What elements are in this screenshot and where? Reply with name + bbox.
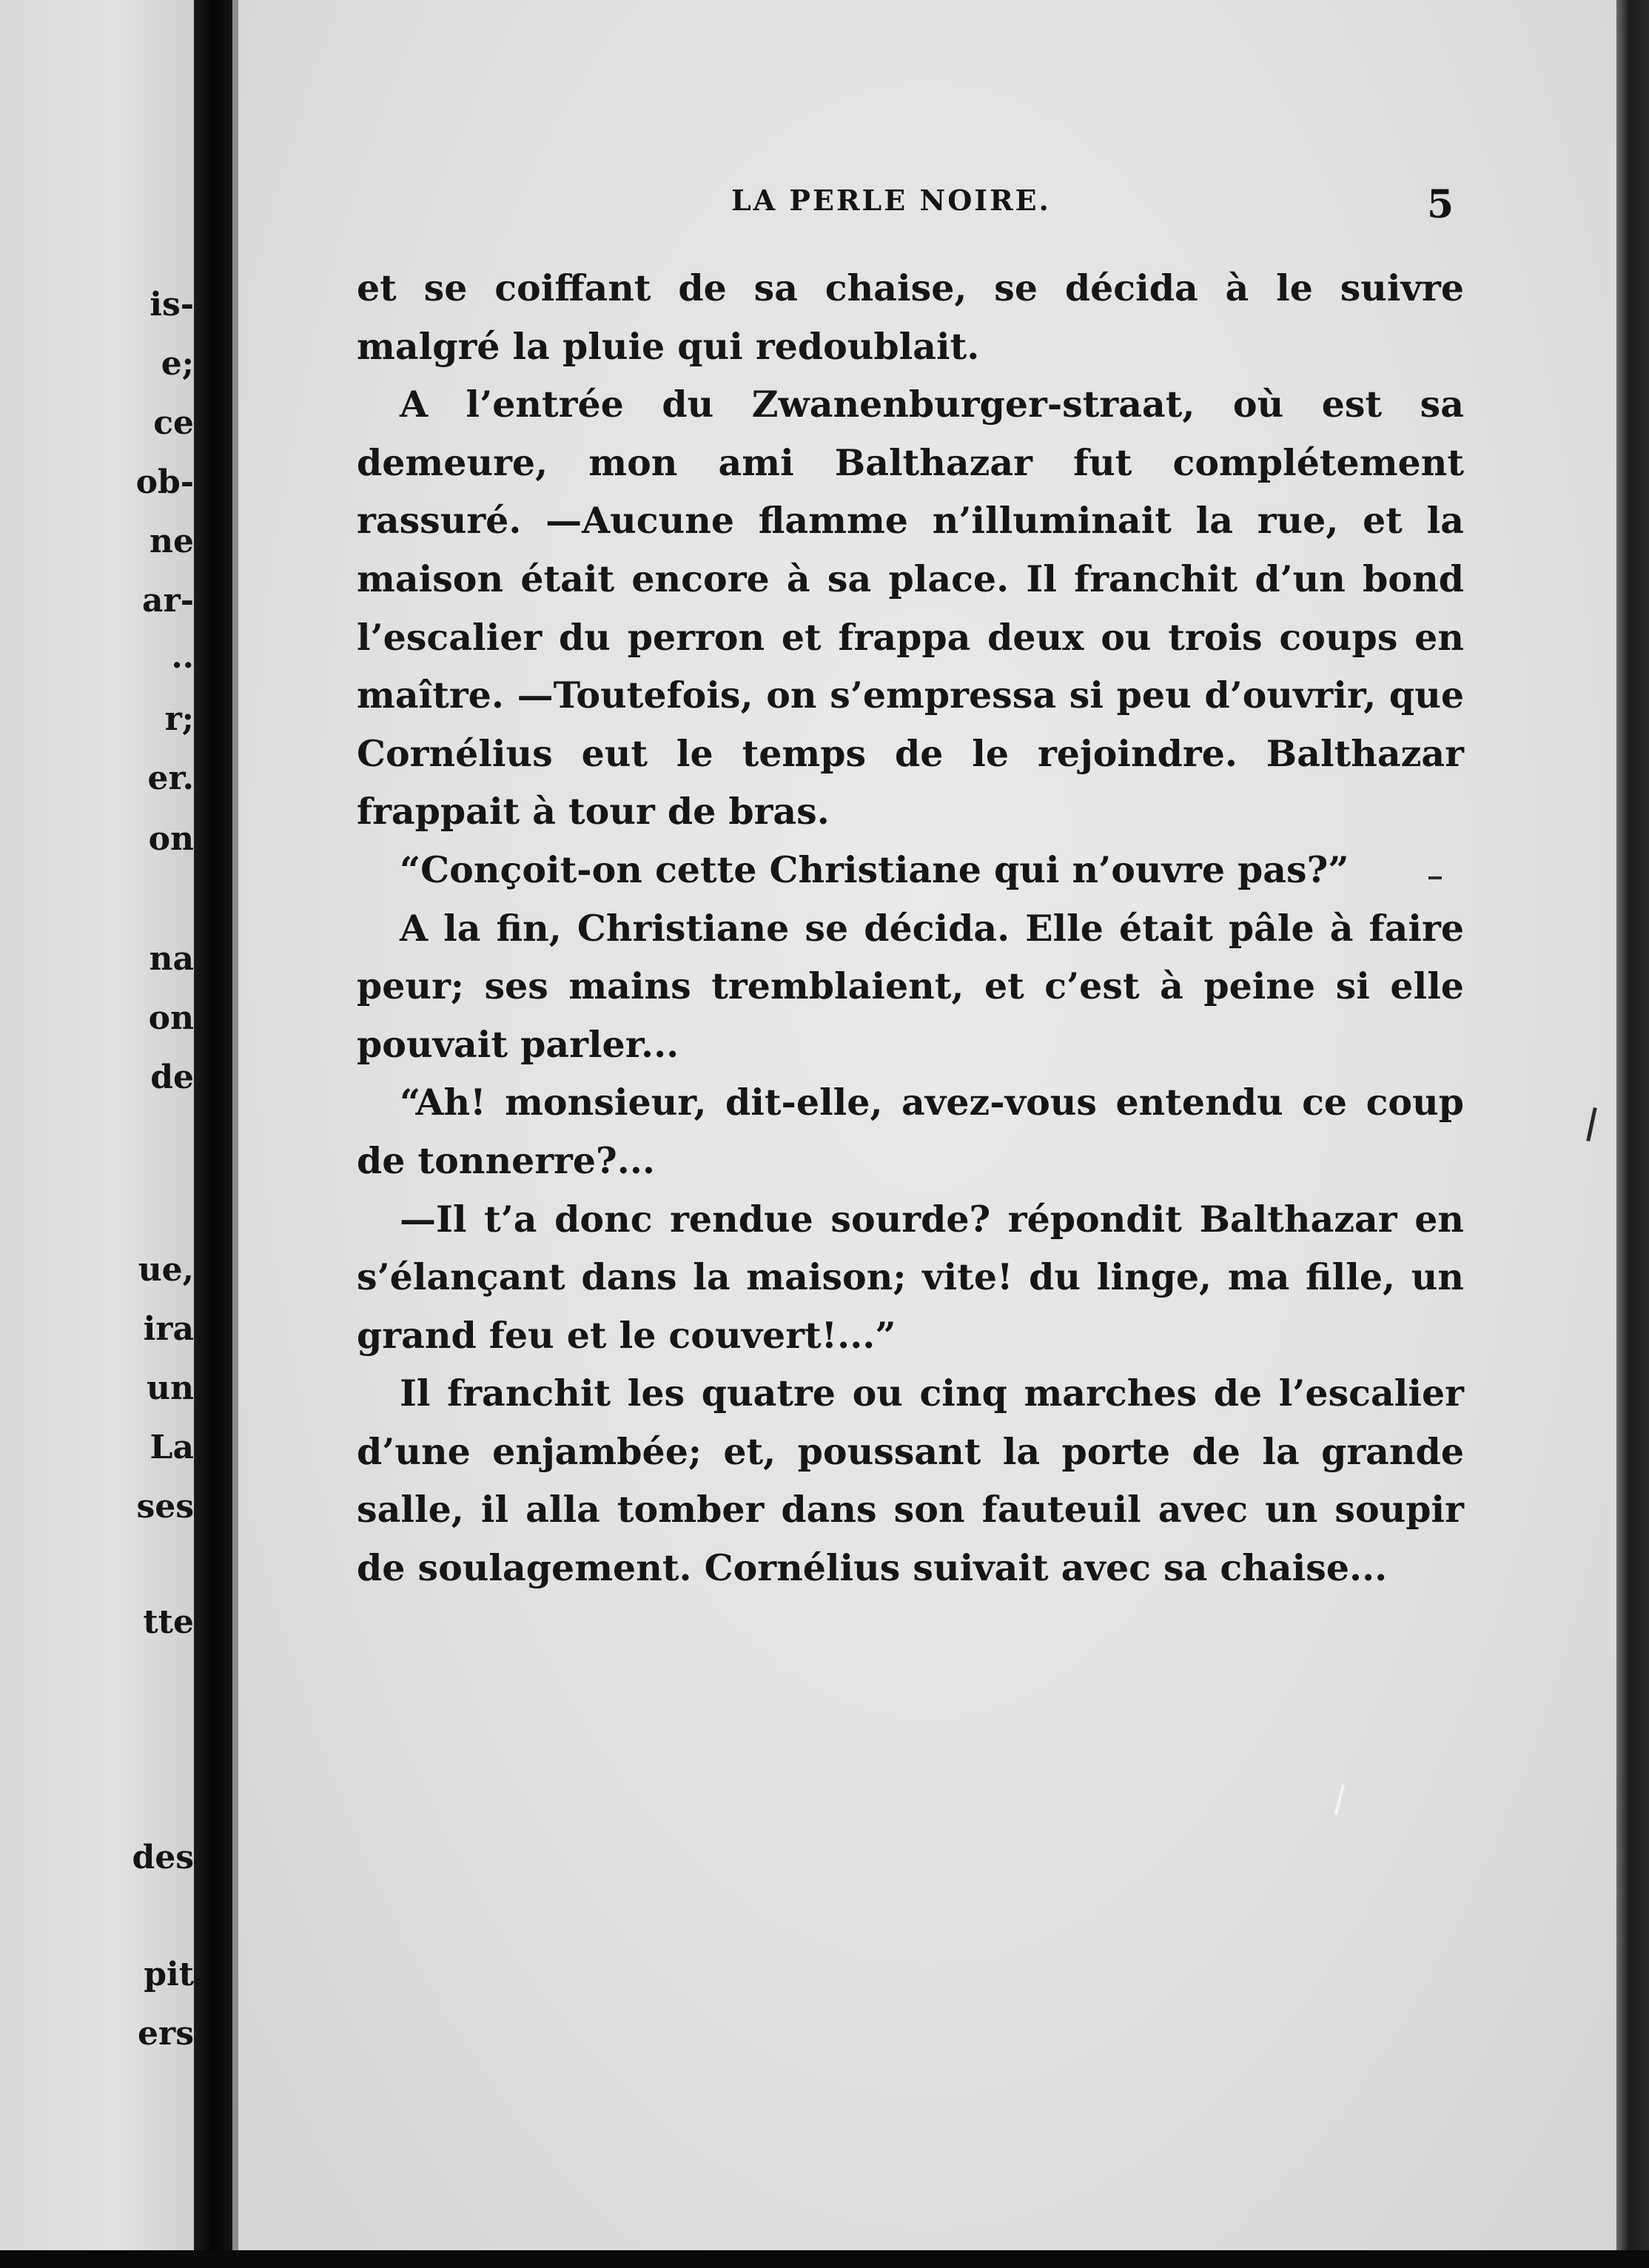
left-fragment: er. <box>147 759 194 797</box>
left-fragment: ue, <box>138 1251 194 1289</box>
running-head: LA PERLE NOIRE. <box>731 184 1051 217</box>
page-right-edge <box>1616 0 1649 2268</box>
left-fragment: ses <box>136 1488 194 1526</box>
page-bottom-edge <box>0 2250 1649 2268</box>
left-fragment: ar- <box>142 582 194 620</box>
left-fragment: tte <box>143 1603 194 1641</box>
left-fragment: de <box>150 1058 194 1096</box>
left-fragment: .. <box>171 638 194 676</box>
left-fragment: on <box>148 999 194 1037</box>
left-fragment: ob- <box>135 463 194 501</box>
scan-speck <box>1428 876 1442 879</box>
page-number: 5 <box>1427 182 1454 227</box>
book-gutter <box>194 0 232 2268</box>
gutter-edge <box>232 0 238 2268</box>
paragraph: —Il t’a donc rendue sourde? répondit Balthazar en s’élançant dans la maison; vite! du linge, ma fille, un grand feu et le couvert!...” <box>357 1197 1464 1357</box>
paragraph: “Ah! monsieur, dit-elle, avez-vous entendu ce coup de tonnerre?... <box>357 1081 1464 1182</box>
left-fragment: La <box>150 1429 194 1466</box>
left-fragment: un <box>147 1369 194 1407</box>
left-fragment: des <box>132 1839 194 1876</box>
left-facing-page <box>0 0 194 2250</box>
left-fragment: ira <box>143 1310 194 1348</box>
left-fragment: na <box>149 940 194 978</box>
left-fragment: ce <box>153 404 194 442</box>
left-fragment: on <box>148 820 194 858</box>
paragraph: “Conçoit-on cette Christiane qui n’ouvre pas?” <box>400 848 1349 891</box>
left-fragment: pit <box>144 1956 194 1993</box>
paragraph: Il franchit les quatre ou cinq marches de l’escalier d’une enjambée; et, poussant la porte de la grande salle, il alla tomber dans son fauteuil avec un soupir de soulagement. Cornélius suivait avec sa chaise... <box>357 1372 1464 1590</box>
left-page-text-fragments <box>0 0 194 2250</box>
left-fragment: is- <box>150 286 194 323</box>
left-fragment: ers <box>138 2015 194 2053</box>
left-fragment: r; <box>164 700 194 738</box>
left-fragment: e; <box>161 345 194 383</box>
paragraph: A la fin, Christiane se décida. Elle était pâle à faire peur; ses mains tremblaient, et c’est à peine si elle pouvait parler... <box>357 906 1464 1066</box>
body-text <box>357 259 1464 1597</box>
paragraph: A l’entrée du Zwanenburger-straat, où est sa demeure, mon ami Balthazar fut complétement rassuré. —Aucune flamme n’illuminait la rue, et la maison était encore à sa place. Il franchit d’un bond l’escalier du perron et frappa deux ou trois coups en maître. —Toutefois, on s’empressa si peu d’ouvrir, que Cornélius eut le temps de le rejoindre. Balthazar frappait à tour de bras. <box>357 383 1464 833</box>
left-fragment: ne <box>150 523 194 560</box>
paragraph: et se coiffant de sa chaise, se décida à le suivre malgré la pluie qui redoublait. <box>357 266 1464 368</box>
